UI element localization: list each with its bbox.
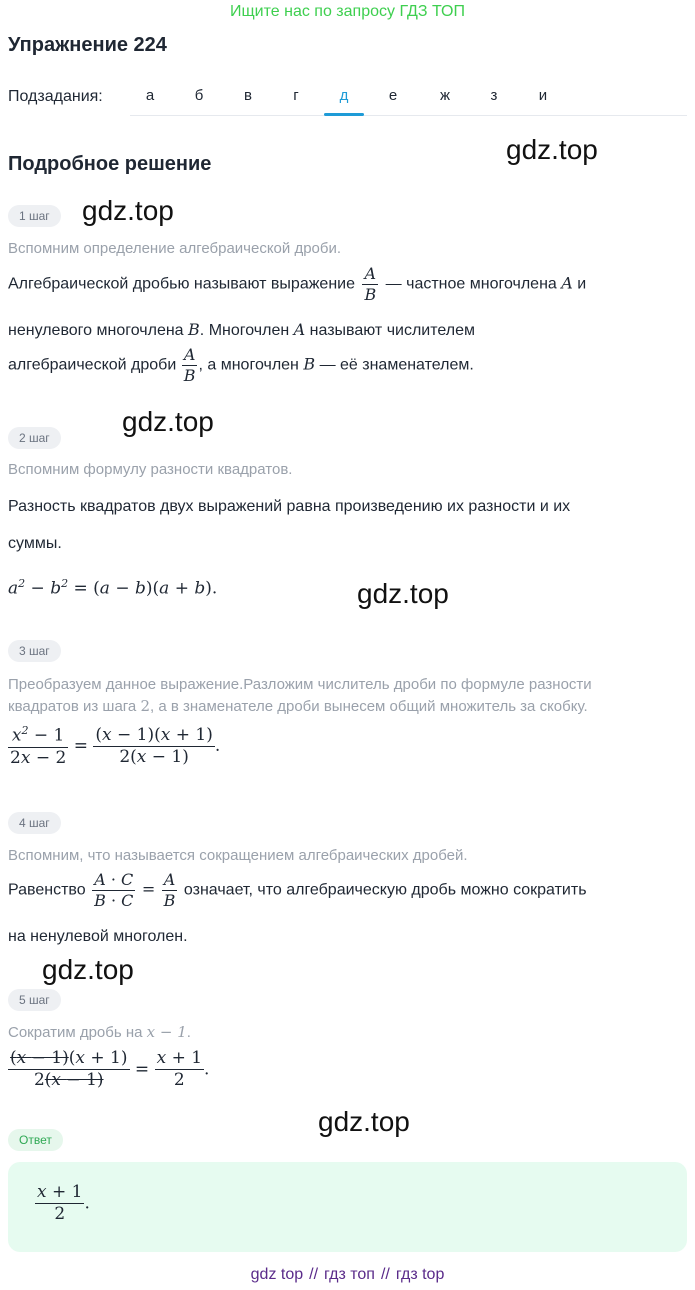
text: — её знаменателем.	[319, 356, 474, 374]
step-4-badge: 4 шаг	[8, 812, 61, 834]
footer-separator: //	[309, 1266, 319, 1283]
step-4-hint: Вспомним, что называется сокращением алгебраических дробей.	[8, 847, 468, 864]
text: . Многочлен	[199, 322, 290, 339]
step-1-hint: Вспомним определение алгебраической дроби.	[8, 240, 342, 257]
step-2-line-1: Разность квадратов двух выражений равна произведению их разности и их	[8, 498, 571, 515]
subtask-tab-a[interactable]: а	[145, 87, 155, 104]
footer-separator: //	[380, 1266, 390, 1283]
text: — частное многочлена	[385, 275, 557, 293]
answer-box	[8, 1162, 687, 1252]
math-b: B	[188, 320, 200, 339]
text: означает, что алгебраическую дробь можно сократить	[183, 881, 587, 899]
answer-formula: $\frac{x + 1}{2}$ .	[37, 1182, 90, 1225]
text: , а многочлен	[198, 356, 299, 374]
formula-difference-of-squares: $a^2 - b^2 = (a - b)(a + b)$.	[8, 577, 218, 599]
top-banner: Ищите нас по запросу ГДЗ ТОП	[230, 3, 465, 20]
text: называют числителем	[309, 322, 475, 339]
subtask-tab-d[interactable]: д	[339, 87, 349, 104]
equals-sign: =	[141, 879, 156, 899]
subtasks-label: Подзадания:	[8, 88, 103, 105]
fraction-a-over-b: $\frac{A}{B}$	[163, 870, 176, 910]
math-a: A	[561, 273, 573, 293]
active-tab-indicator	[324, 113, 364, 116]
text: Равенство	[8, 881, 86, 899]
text: .	[186, 1024, 191, 1041]
math-a: A	[293, 320, 306, 339]
watermark: gdz.top	[42, 954, 134, 985]
fraction-ac-over-bc: $\frac{A \cdot C}{B \cdot C}$	[94, 870, 134, 910]
text: Сократим дробь на	[8, 1024, 143, 1041]
formula-step-5: $\frac{(x - 1)(x + 1)}{2(x - 1)}$ = $\frac{x + 1}{2}$ .	[10, 1048, 210, 1091]
footer-link[interactable]: gdz top	[250, 1266, 304, 1283]
page-title: Упражнение 224	[8, 34, 167, 56]
text: и	[577, 275, 587, 293]
math-b: B	[303, 354, 316, 374]
text: ненулевого многочлена	[8, 322, 184, 339]
watermark: gdz.top	[82, 195, 174, 226]
subtask-tab-b[interactable]: б	[194, 87, 204, 104]
step-4-line-2: на ненулевой многолен.	[8, 928, 188, 945]
footer-links	[0, 1266, 695, 1284]
step-3-hint-line-2	[8, 697, 588, 715]
step-5-badge: 5 шаг	[8, 989, 61, 1011]
watermark: gdz.top	[357, 578, 449, 609]
subtask-tab-i[interactable]: и	[538, 87, 548, 104]
step-4-line-1	[8, 870, 587, 911]
watermark: gdz.top	[506, 134, 598, 165]
subtask-tab-e[interactable]: е	[388, 87, 398, 104]
step-1-line-2	[8, 320, 475, 340]
step-2-hint: Вспомним формулу разности квадратов.	[8, 461, 293, 478]
section-title: Подробное решение	[8, 153, 212, 175]
text: , а в знаменателе дроби вынесем общий множитель за скобку.	[150, 698, 588, 715]
subtask-tab-v[interactable]: в	[244, 87, 252, 104]
text: квадратов из шага	[8, 698, 137, 715]
answer-badge: Ответ	[8, 1129, 63, 1151]
text: Алгебраической дробью называют выражение	[8, 275, 355, 293]
step-2-badge: 2 шаг	[8, 427, 61, 449]
footer-link[interactable]: гдз топ	[324, 1266, 375, 1283]
formula-step-3: $\frac{x^2 - 1}{2x - 2}$ = $\frac{(x - 1)(x + 1)}{2(x - 1)}$ .	[10, 724, 221, 768]
step-1-line-3	[8, 345, 474, 386]
subtask-tab-zh[interactable]: ж	[439, 87, 451, 104]
subtask-tab-z[interactable]: з	[490, 87, 498, 104]
watermark: gdz.top	[318, 1106, 410, 1137]
step-2-line-2: суммы.	[8, 535, 62, 552]
footer-link[interactable]: гдз top	[395, 1266, 445, 1283]
watermark: gdz.top	[122, 406, 214, 437]
step-1-line-1	[8, 264, 586, 305]
step-number: 2	[140, 697, 150, 715]
step-3-badge: 3 шаг	[8, 640, 61, 662]
step-1-badge: 1 шаг	[8, 205, 61, 227]
step-3-hint-line-1: Преобразуем данное выражение.Разложим числитель дроби по формуле разности	[8, 676, 592, 693]
fraction-a-over-b: $\frac{A}{B}$	[364, 264, 377, 304]
subtasks-divider	[130, 115, 687, 116]
fraction-a-over-b: $\frac{A}{B}$	[183, 345, 196, 385]
subtask-tab-g[interactable]: г	[293, 87, 299, 104]
text: алгебраической дроби	[8, 356, 177, 374]
math-x-minus-1: x − 1	[146, 1023, 187, 1041]
step-5-hint	[8, 1023, 191, 1041]
